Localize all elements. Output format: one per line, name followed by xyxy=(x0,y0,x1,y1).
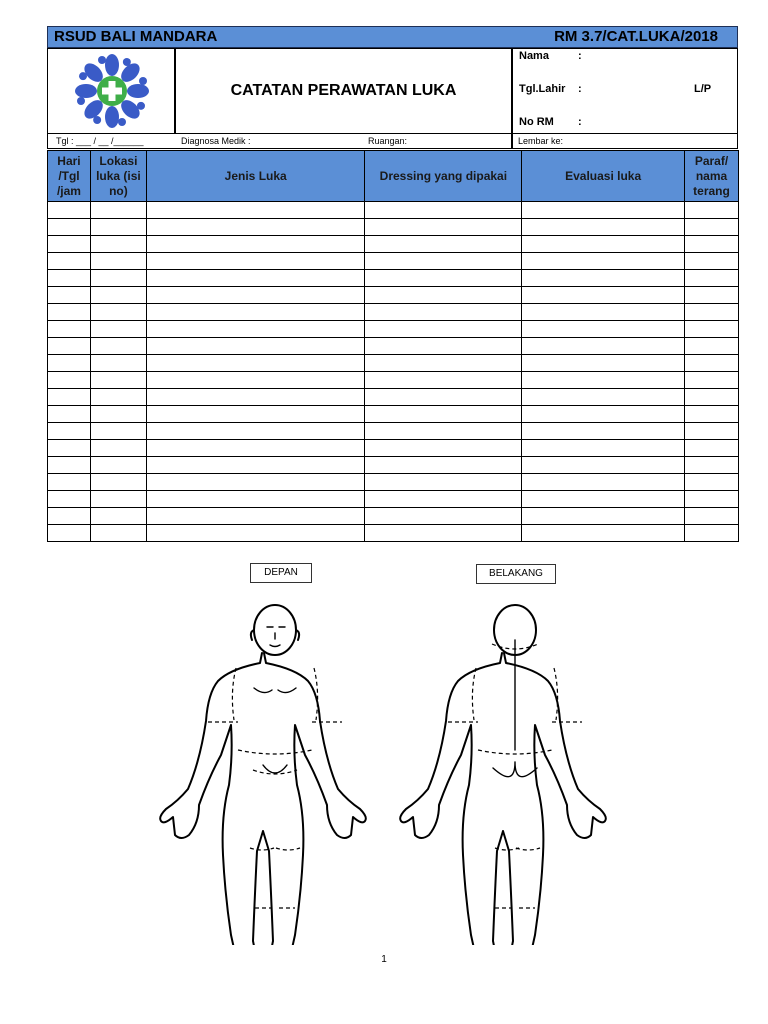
table-cell[interactable] xyxy=(365,423,522,440)
table-cell[interactable] xyxy=(146,202,365,219)
table-cell[interactable] xyxy=(685,219,739,236)
table-cell[interactable] xyxy=(146,236,365,253)
col-header-lokasi: Lokasi luka (isi no) xyxy=(90,151,146,202)
form-title: CATATAN PERAWATAN LUKA xyxy=(230,82,457,99)
table-cell[interactable] xyxy=(146,491,365,508)
table-cell[interactable] xyxy=(522,253,685,270)
table-cell[interactable] xyxy=(90,474,146,491)
table-cell[interactable] xyxy=(365,406,522,423)
table-cell[interactable] xyxy=(48,287,91,304)
table-cell[interactable] xyxy=(48,202,91,219)
table-cell[interactable] xyxy=(48,219,91,236)
table-cell[interactable] xyxy=(685,457,739,474)
table-cell[interactable] xyxy=(685,406,739,423)
nama-colon: : xyxy=(578,50,582,62)
lembar-field: Lembar ke: xyxy=(518,136,564,146)
table-cell[interactable] xyxy=(365,355,522,372)
table-cell[interactable] xyxy=(522,525,685,542)
nama-label: Nama xyxy=(519,50,549,62)
table-cell[interactable] xyxy=(685,389,739,406)
table-cell[interactable] xyxy=(90,406,146,423)
table-cell[interactable] xyxy=(48,457,91,474)
sex-label: L/P xyxy=(694,83,712,95)
table-cell[interactable] xyxy=(522,304,685,321)
table-row xyxy=(48,457,739,474)
table-cell[interactable] xyxy=(522,372,685,389)
table-cell[interactable] xyxy=(48,338,91,355)
table-row xyxy=(48,304,739,321)
table-cell[interactable] xyxy=(685,338,739,355)
table-row xyxy=(48,236,739,253)
table-row xyxy=(48,321,739,338)
table-row xyxy=(48,474,739,491)
table-cell[interactable] xyxy=(522,491,685,508)
table-cell[interactable] xyxy=(48,440,91,457)
table-row xyxy=(48,253,739,270)
table-cell[interactable] xyxy=(48,474,91,491)
table-row xyxy=(48,525,739,542)
table-cell[interactable] xyxy=(365,253,522,270)
table-cell[interactable] xyxy=(48,525,91,542)
table-cell[interactable] xyxy=(365,372,522,389)
table-row xyxy=(48,440,739,457)
table-cell[interactable] xyxy=(146,270,365,287)
form-code: RM 3.7/CAT.LUKA/2018 xyxy=(554,28,718,45)
table-cell[interactable] xyxy=(522,355,685,372)
table-cell[interactable] xyxy=(365,389,522,406)
table-cell[interactable] xyxy=(365,236,522,253)
table-cell[interactable] xyxy=(146,389,365,406)
col-header-hari: Hari /Tgl /jam xyxy=(48,151,91,202)
hospital-name: RSUD BALI MANDARA xyxy=(54,28,218,45)
front-view-label: DEPAN xyxy=(250,563,312,583)
table-cell[interactable] xyxy=(522,423,685,440)
table-cell[interactable] xyxy=(146,457,365,474)
table-cell[interactable] xyxy=(146,287,365,304)
table-cell[interactable] xyxy=(522,287,685,304)
table-cell[interactable] xyxy=(685,321,739,338)
table-cell[interactable] xyxy=(90,202,146,219)
table-cell[interactable] xyxy=(522,236,685,253)
table-cell[interactable] xyxy=(146,440,365,457)
logo-box xyxy=(47,48,175,134)
table-cell[interactable] xyxy=(522,474,685,491)
table-cell[interactable] xyxy=(48,253,91,270)
table-cell[interactable] xyxy=(522,440,685,457)
body-chart-figures xyxy=(150,600,640,945)
no-rm-label: No RM xyxy=(519,116,554,128)
table-cell[interactable] xyxy=(146,321,365,338)
table-cell[interactable] xyxy=(90,508,146,525)
table-cell[interactable] xyxy=(685,508,739,525)
table-cell[interactable] xyxy=(522,270,685,287)
table-cell[interactable] xyxy=(146,508,365,525)
table-cell[interactable] xyxy=(90,423,146,440)
table-cell[interactable] xyxy=(365,474,522,491)
table-cell[interactable] xyxy=(365,219,522,236)
diagnosa-field: Diagnosa Medik : xyxy=(181,136,251,146)
tgl-lahir-label: Tgl.Lahir xyxy=(519,83,566,95)
page-number: 1 xyxy=(381,954,387,965)
table-cell[interactable] xyxy=(365,304,522,321)
table-cell[interactable] xyxy=(146,372,365,389)
table-cell[interactable] xyxy=(685,423,739,440)
table-cell[interactable] xyxy=(685,270,739,287)
table-cell[interactable] xyxy=(365,457,522,474)
table-cell[interactable] xyxy=(146,304,365,321)
table-cell[interactable] xyxy=(685,355,739,372)
col-header-dressing: Dressing yang dipakai xyxy=(365,151,522,202)
table-cell[interactable] xyxy=(146,219,365,236)
table-cell[interactable] xyxy=(48,321,91,338)
table-cell[interactable] xyxy=(685,304,739,321)
table-cell[interactable] xyxy=(365,338,522,355)
table-cell[interactable] xyxy=(522,389,685,406)
table-cell[interactable] xyxy=(685,440,739,457)
table-cell[interactable] xyxy=(365,287,522,304)
table-row xyxy=(48,355,739,372)
table-row xyxy=(48,202,739,219)
table-row xyxy=(48,338,739,355)
table-cell[interactable] xyxy=(90,338,146,355)
table-cell[interactable] xyxy=(365,491,522,508)
table-cell[interactable] xyxy=(146,338,365,355)
table-cell[interactable] xyxy=(48,236,91,253)
table-cell[interactable] xyxy=(90,287,146,304)
table-cell[interactable] xyxy=(685,491,739,508)
table-cell[interactable] xyxy=(48,491,91,508)
table-cell[interactable] xyxy=(48,389,91,406)
col-header-jenis: Jenis Luka xyxy=(146,151,365,202)
table-row xyxy=(48,219,739,236)
table-cell[interactable] xyxy=(90,304,146,321)
table-cell[interactable] xyxy=(90,236,146,253)
table-cell[interactable] xyxy=(48,270,91,287)
table-header-row xyxy=(48,151,739,202)
table-cell[interactable] xyxy=(48,508,91,525)
table-cell[interactable] xyxy=(48,406,91,423)
table-cell[interactable] xyxy=(48,423,91,440)
table-cell[interactable] xyxy=(90,372,146,389)
table-row xyxy=(48,287,739,304)
table-cell[interactable] xyxy=(365,270,522,287)
ruangan-field: Ruangan: xyxy=(368,136,408,146)
tgl-lahir-colon: : xyxy=(578,83,582,95)
table-cell[interactable] xyxy=(90,219,146,236)
table-cell[interactable] xyxy=(146,474,365,491)
table-cell[interactable] xyxy=(522,338,685,355)
front-body-figure xyxy=(160,605,366,945)
table-cell[interactable] xyxy=(365,321,522,338)
table-body xyxy=(48,202,739,542)
table-cell[interactable] xyxy=(522,457,685,474)
table-cell[interactable] xyxy=(90,321,146,338)
table-cell[interactable] xyxy=(90,525,146,542)
back-view-label: BELAKANG xyxy=(476,564,556,584)
table-cell[interactable] xyxy=(685,253,739,270)
table-cell[interactable] xyxy=(522,508,685,525)
no-rm-colon: : xyxy=(578,116,582,128)
table-cell[interactable] xyxy=(685,525,739,542)
table-cell[interactable] xyxy=(522,219,685,236)
table-cell[interactable] xyxy=(522,406,685,423)
table-row xyxy=(48,372,739,389)
table-cell[interactable] xyxy=(90,440,146,457)
table-cell[interactable] xyxy=(146,525,365,542)
back-body-figure xyxy=(400,605,606,945)
table-cell[interactable] xyxy=(90,253,146,270)
table-row xyxy=(48,406,739,423)
table-cell[interactable] xyxy=(685,287,739,304)
table-cell[interactable] xyxy=(48,355,91,372)
table-row xyxy=(48,491,739,508)
table-cell[interactable] xyxy=(146,423,365,440)
table-cell[interactable] xyxy=(685,236,739,253)
table-cell[interactable] xyxy=(685,474,739,491)
table-row xyxy=(48,270,739,287)
table-cell[interactable] xyxy=(146,355,365,372)
table-cell[interactable] xyxy=(146,406,365,423)
table-cell[interactable] xyxy=(90,389,146,406)
table-cell[interactable] xyxy=(146,253,365,270)
table-cell[interactable] xyxy=(365,508,522,525)
table-cell[interactable] xyxy=(685,372,739,389)
table-cell[interactable] xyxy=(522,202,685,219)
tgl-field: Tgl : ___ / __ /______ xyxy=(56,136,144,146)
col-header-evaluasi: Evaluasi luka xyxy=(522,151,685,202)
table-cell[interactable] xyxy=(90,491,146,508)
table-row xyxy=(48,389,739,406)
table-cell[interactable] xyxy=(365,525,522,542)
table-cell[interactable] xyxy=(90,457,146,474)
table-cell[interactable] xyxy=(90,270,146,287)
table-cell[interactable] xyxy=(48,372,91,389)
table-cell[interactable] xyxy=(90,355,146,372)
table-cell[interactable] xyxy=(365,440,522,457)
table-row xyxy=(48,508,739,525)
table-cell[interactable] xyxy=(522,321,685,338)
table-row xyxy=(48,423,739,440)
table-cell[interactable] xyxy=(48,304,91,321)
col-header-paraf: Paraf/ nama terang xyxy=(685,151,739,202)
table-cell[interactable] xyxy=(685,202,739,219)
wound-care-table xyxy=(47,150,739,542)
hospital-logo-icon xyxy=(48,49,174,133)
table-cell[interactable] xyxy=(365,202,522,219)
